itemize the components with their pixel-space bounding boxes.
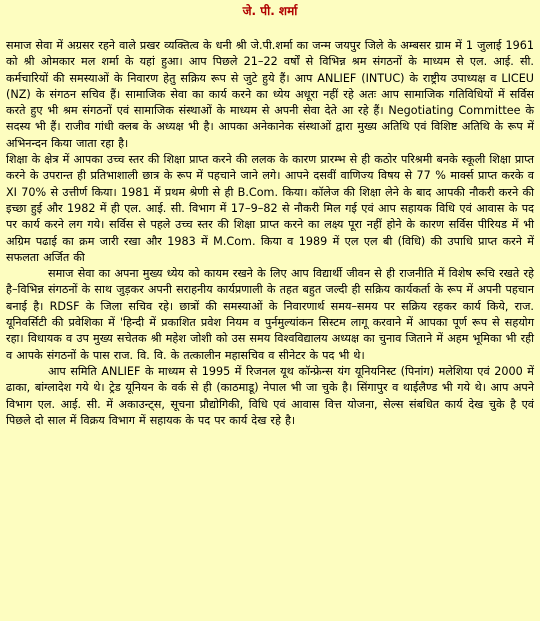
paragraph-social-service: समाज सेवा का अपना मुख्य ध्येय को कायम रखने के लिए आप विद्यार्थी जीवन से ही राजनीति में विशेष रूचि रखते रहे है–विभिन्न संगठनों के साथ जुड़कर अपनी सराहनीय कार्यप्रणाली के तहत बहुत जल्दी ही सक्रिय कार्यकर्ता के रूप में अपनी पहचान बनाई है। RDSF के जिला सचिव रहे। छात्रों की समस्याओं के निवारणार्थ समय–समय पर सक्रिय रहकर कार्य किये, राज. यूनिवर्सिटी की प्रवेशिका में 'हिन्दी में प्रकाशित प्रवेश नियम व पुर्नमुल्यांकन सिस्टम लागू करवाने में आपका पूर्ण रूप से सहयोग रहा। विधायक व उप मुख्य सचेतक श्री महेश जोशी को उस समय विश्वविद्यालय अध्यक्ष का चुनाव जिताने में अहम भूमिका भी रही व आपके संगठनों के पास राज. वि. वि. के तत्कालीन महासचिव व सीनेटर के पद भी थे। (6, 267, 534, 362)
document-title: जे. पी. शर्मा (242, 4, 298, 18)
paragraph-travel-career: आप समिति ANLIEF के माध्यम से 1995 में रिजनल यूथ कॉन्फ्रेन्स यंग यूनियनिस्ट (पिनांग) मलेशिया एवं 2000 में ढाका, बांग्लादेश गये थे। ट्रेड यूनियन के वर्क से ही (काठमाडू) नेपाल भी जा चुके है। सिंगापुर व थाईलैण्ड भी गये थे। आप अपने विभाग एल. आई. सी. में अकाउन्ट्स, सूचना प्रौद्योगिकी, विधि एवं आवास वित्त योजना, सेल्स संबधित कार्य देख चुके है एवं पिछले दो साल में विक्रय विभाग में सहायक के पद पर कार्य देख रहे है। (6, 364, 534, 427)
paragraph-education: शिक्षा के क्षेत्र में आपका उच्च स्तर की शिक्षा प्राप्त करने की ललक के कारण प्रारम्भ से ही कठोर परिश्रमी बनके स्कूली शिक्षा प्राप्त करने के उपरान्त ही प्रतिभाशाली छात्र के रूप में पहचाने जाने लगे। आपने दसवीं वाणिज्य विषय से 77 % मार्क्स प्राप्त करके व XI 70% से उत्तीर्ण किया। 1981 में प्रथम श्रेणी से ही B.Com. किया। कॉलेज की शिक्षा लेने के बाद आपकी नौकरी करने की इच्छा हुई और 1982 में ही एल. आई. सी. विभाग में 17–9–82 से नौकरी मिल गई एवं आप सहायक विधि एवं आवास के पद पर कार्य करने लग गये। सर्विस से पहले उच्च स्तर की शिक्षा प्राप्त करने का लक्ष्य पूरा नहीं होने के कारण सर्विस पीरियड में भी अग्रिम पढाई का क्रम जारी रखा और 1983 में M.Com. किया व 1989 में एल एल बी (विधि) की उपाधि प्राप्त करने में सफलता अर्जित की (6, 153, 534, 264)
paragraph-intro: समाज सेवा में अग्रसर रहने वाले प्रखर व्यक्तित्व के धनी श्री जे.पी.शर्मा का जन्म जयपुर जिले के अम्बसर ग्राम में 1 जुलाई 1961 को श्री ओमकार मल शर्मा के यहां हुआ। आप पिछले 21–22 वर्षों से विभिन्न श्रम संगठनों के माध्यम से एल. आई. सी. कर्मचारियों की समस्याओं के निवारण हेतु सक्रिय रूप से जुटे हुये हैं। आप ANLIEF (INTUC) के राष्ट्रीय उपाध्यक्ष व LICEU (NZ) के संगठन सचिव हैं। सामाजिक सेवा का कार्य करने का ध्येय अधूरा नहीं रहे अतः आप सामाजिक गतिविधियों में सर्विस करते हुए भी श्रम संगठनों एवं सामाजिक संस्थाओं के माध्यम से अपनी सेवा देते आ रहे हैं। Negotiating Committee के सदस्य भी हैं। राजीव गांधी क्लब के अध्यक्ष भी है। आपका अनेकानेक संस्थाओं द्वारा मुख्य अतिथि एवं विशिष्ट अतिथि के रूप में अभिनन्दन किया जाता रहा है। (6, 39, 534, 150)
